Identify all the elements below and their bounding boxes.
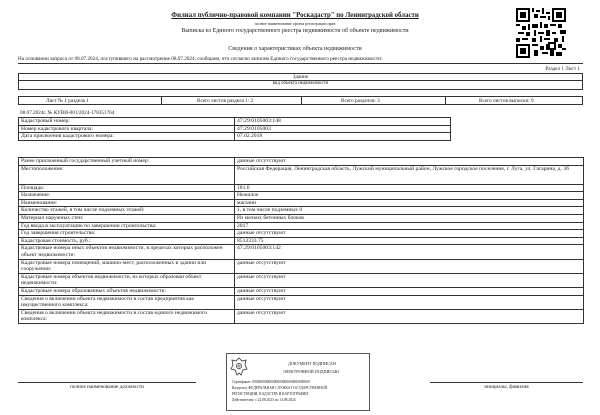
- row-value: данные отсутствуют: [235, 230, 584, 238]
- table-row: [19, 309, 584, 323]
- object-type: Здание: [18, 73, 583, 81]
- table-row: [19, 158, 584, 166]
- table-row: [19, 237, 584, 245]
- row-value: 47:29:0105003:148: [235, 118, 451, 126]
- row-label: Номер кадастрового квартала:: [19, 125, 235, 133]
- basis-underline: [18, 63, 583, 64]
- extract-sheets-total: Всего листов выписки: 9: [479, 98, 534, 104]
- stamp-line-1: ДОКУМЕНТ ПОДПИСАН: [288, 361, 336, 366]
- identity-table: [18, 117, 451, 141]
- table-row: [19, 230, 584, 238]
- row-label: Сведения о включении объекта недвижимости в состав единого недвижимого комплекса:: [19, 309, 235, 323]
- stamp-validity: Действителен: с 22.08.2023 по 14.08.2024: [232, 398, 296, 402]
- table-row: [19, 118, 451, 126]
- table-row: [19, 184, 584, 192]
- name-caption: инициалы, фамилия: [484, 384, 529, 390]
- row-label: Площадь:: [19, 184, 235, 192]
- row-label: Количество этажей, в том числе подземных этажей:: [19, 207, 235, 215]
- section-sheets-total: Всего листов раздела 1: 2: [197, 98, 254, 104]
- row-label: Сведения о включении объекта недвижимости в состав предприятия как имущественного комплекса:: [19, 295, 235, 309]
- stamp-certificate: Сертификат: 00000000000000000000000000000000: [232, 380, 310, 384]
- position-line: [18, 382, 196, 383]
- row-value: данные отсутствуют: [235, 287, 584, 295]
- row-value: данные отсутствуют: [235, 295, 584, 309]
- table-row: [19, 295, 584, 309]
- section-sheet-label: Раздел 1 Лист 1: [545, 66, 580, 72]
- property-table: [18, 157, 584, 324]
- row-label: Кадастровые номера образованных объектов недвижимости:: [19, 287, 235, 295]
- row-label: Кадастровая стоимость, руб.:: [19, 237, 235, 245]
- stamp-owner-cont: РЕГИСТРАЦИИ, КАДАСТРА И КАРТОГРАФИИ: [232, 392, 308, 396]
- table-row: [19, 273, 584, 287]
- row-label: Местоположение:: [19, 165, 235, 184]
- row-value: 47:29:0105003: [235, 125, 451, 133]
- row-value: 07.02.2018: [235, 133, 451, 141]
- row-label: Материал наружных стен:: [19, 214, 235, 222]
- table-row: [19, 133, 451, 141]
- sheet-counters-row: [18, 96, 583, 105]
- row-label: Год завершения строительства:: [19, 230, 235, 238]
- table-row: [19, 222, 584, 230]
- table-row: [19, 245, 584, 259]
- qr-code-icon: [516, 8, 566, 58]
- org-caption: полное наименование органа регистрации прав: [254, 21, 336, 26]
- table-row: [19, 199, 584, 207]
- row-value: 47:29:0105003:142: [235, 245, 584, 259]
- extract-title: Выписка из Единого государственного реестра недвижимости об объекте недвижимости: [181, 28, 409, 34]
- row-label: Кадастровые номера объектов недвижимости, из которых образован объект недвижимости:: [19, 273, 235, 287]
- document-number: 08.07.2024г. № КУВИ-001/2024-178351764: [20, 110, 115, 116]
- row-value: 2017: [235, 222, 584, 230]
- row-label: Назначение:: [19, 192, 235, 200]
- position-caption: полное наименование должности: [70, 384, 144, 390]
- row-label: Наименование:: [19, 199, 235, 207]
- row-label: Кадастровые номера помещений, машино-мест, расположенных в здании или сооружении:: [19, 259, 235, 273]
- row-label: Дата присвоения кадастрового номера:: [19, 133, 235, 141]
- row-value: данные отсутствуют: [235, 158, 584, 166]
- row-label: Кадастровый номер:: [19, 118, 235, 126]
- basis-line: На основании запроса от 08.07.2024, поступившего на рассмотрение 08.07.2024, сообщаем, что согласно записям Единого государственного реестра недвижимости:: [18, 56, 383, 62]
- stamp-owner: Владелец: ФЕДЕРАЛЬНАЯ СЛУЖБА ГОСУДАРСТВЕННОЙ: [232, 386, 328, 390]
- row-value: данные отсутствуют: [235, 309, 584, 323]
- name-line: [430, 382, 583, 383]
- org-line: Филиал публично-правовой компании "Роскадастр" по Ленинградской области: [171, 12, 419, 19]
- table-row: [19, 192, 584, 200]
- stamp-line-2: ЭЛЕКТРОННОЙ ПОДПИСЬЮ: [283, 369, 340, 374]
- sheet-number: Лист № 1 раздела 1: [46, 98, 89, 104]
- table-row: [19, 165, 584, 184]
- row-label: Кадастровые номера иных объектов недвижимости, в пределах которых расположен объект недвижимости:: [19, 245, 235, 259]
- table-row: [19, 214, 584, 222]
- coat-of-arms-icon: [230, 357, 248, 377]
- row-value: Из мелких бетонных блоков: [235, 214, 584, 222]
- row-value: 1, в том числе подземных 0: [235, 207, 584, 215]
- row-value: Российская Федерация, Ленинградская область, Лужский муниципальный район, Лужское городское поселение, г. Луга, ул. Гагарина, д. 3б: [235, 165, 584, 184]
- row-label: Ранее присвоенный государственный учетный номер:: [19, 158, 235, 166]
- table-row: [19, 125, 451, 133]
- row-value: Нежилое: [235, 192, 584, 200]
- table-row: [19, 207, 584, 215]
- object-type-caption: вид объекта недвижимости: [18, 81, 583, 90]
- row-value: 181.6: [235, 184, 584, 192]
- subtitle: Сведения о характеристиках объекта недвижимости: [228, 46, 362, 52]
- table-row: [19, 259, 584, 273]
- row-value: данные отсутствуют: [235, 273, 584, 287]
- row-value: магазин: [235, 199, 584, 207]
- row-value: данные отсутствуют: [235, 259, 584, 273]
- sections-total: Всего разделов: 3: [341, 98, 380, 104]
- table-row: [19, 287, 584, 295]
- row-label: Год ввода в эксплуатацию по завершении строительства:: [19, 222, 235, 230]
- row-value: 8513333.75: [235, 237, 584, 245]
